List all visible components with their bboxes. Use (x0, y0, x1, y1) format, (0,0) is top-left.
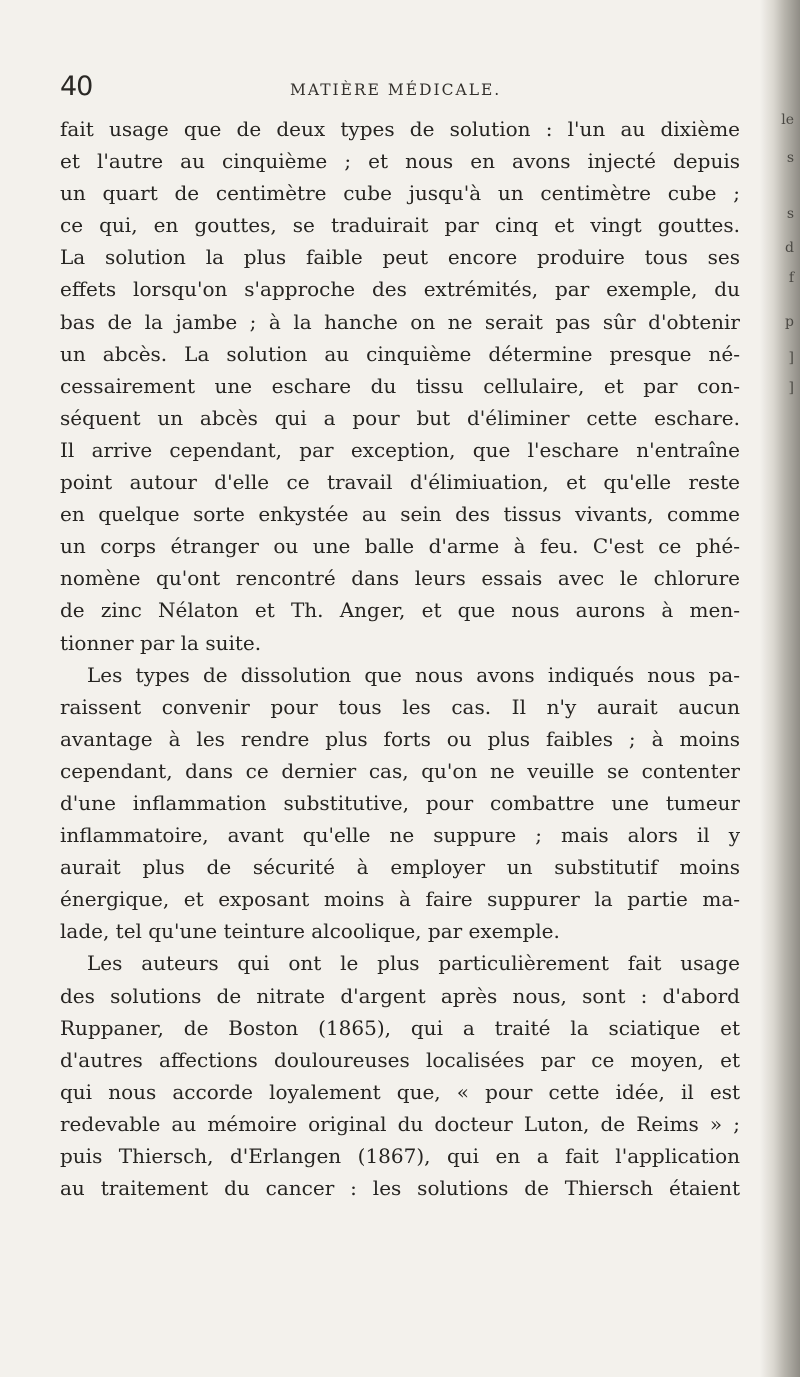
text-line: puis Thiersch, d'Erlangen (1867), qui en a fait l'application (60, 1144, 740, 1168)
text-line: Il arrive cependant, par exception, que l'eschare n'entraîne (60, 437, 740, 462)
text-line: Ruppaner, de Boston (1865), qui a traité la sciatique et (60, 1015, 740, 1040)
text-line: de zinc Nélaton et Th. Anger, et que nous aurons à men- (60, 598, 740, 623)
edge-fragment: p (785, 314, 794, 330)
text-line: La solution la plus faible peut encore produire tous ses (60, 245, 740, 270)
text-line: ce qui, en gouttes, se traduirait par cinq et vingt gouttes. (60, 213, 740, 238)
text-line: point autour d'elle ce travail d'élimiuation, et qu'elle reste (60, 470, 740, 495)
text-line: lade, tel qu'une teinture alcoolique, par exemple. (60, 919, 560, 944)
text-line: cependant, dans ce dernier cas, qu'on ne veuille se contenter (60, 758, 740, 783)
text-line: redevable au mémoire original du docteur Luton, de Reims » ; (60, 1111, 740, 1136)
body-text (60, 113, 740, 1204)
text-line: effets lorsqu'on s'approche des extrémités, par exemple, du (60, 277, 740, 302)
text-line: un corps étranger ou une balle d'arme à feu. C'est ce phé- (60, 534, 740, 559)
text-line: fait usage que de deux types de solution : l'un au dixième (60, 117, 740, 141)
edge-fragment: le (781, 112, 794, 128)
text-line: un quart de centimètre cube jusqu'à un centimètre cube ; (60, 181, 740, 206)
edge-fragment: f (788, 270, 794, 286)
page-header (60, 71, 740, 105)
edge-fragment: ] (788, 380, 794, 396)
text-line: Les auteurs qui ont le plus particulièrement fait usage (87, 951, 740, 976)
running-title: MATIÈRE MÉDICALE. (290, 81, 502, 99)
text-line: séquent un abcès qui a pour but d'éliminer cette eschare. (60, 405, 740, 430)
text-line: bas de la jambe ; à la hanche on ne serait pas sûr d'obtenir (60, 309, 740, 334)
text-line: nomène qu'ont rencontré dans leurs essais avec le chlorure (60, 566, 740, 591)
text-line: Les types de dissolution que nous avons indiqués nous pa- (87, 662, 740, 687)
text-line: raissent convenir pour tous les cas. Il n'y aurait aucun (60, 694, 740, 719)
text-line: avantage à les rendre plus forts ou plus faibles ; à moins (60, 726, 740, 751)
text-line: inflammatoire, avant qu'elle ne suppure ; mais alors il y (60, 823, 740, 848)
text-line: d'une inflammation substitutive, pour combattre une tumeur (60, 790, 740, 815)
text-line: au traitement du cancer : les solutions de Thiersch étaient (60, 1176, 740, 1201)
text-line: en quelque sorte enkystée au sein des tissus vivants, comme (60, 502, 740, 527)
text-line: tionner par la suite. (60, 630, 262, 655)
text-line: et l'autre au cinquième ; et nous en avons injecté depuis (60, 149, 740, 174)
text-line: des solutions de nitrate d'argent après nous, sont : d'abord (60, 983, 740, 1008)
text-line: cessairement une eschare du tissu cellulaire, et par con- (60, 373, 740, 398)
edge-fragment: ] (788, 350, 794, 366)
edge-fragment: s (786, 150, 794, 166)
text-line: énergique, et exposant moins à faire suppurer la partie ma- (60, 887, 740, 912)
edge-fragment: d (785, 240, 794, 256)
text-line: qui nous accorde loyalement que, « pour cette idée, il est (60, 1079, 740, 1104)
adjacent-page-edge (760, 0, 800, 1377)
text-line: aurait plus de sécurité à employer un substitutif moins (60, 855, 740, 880)
text-line: un abcès. La solution au cinquième détermine presque né- (60, 341, 740, 366)
page-number: 40 (60, 71, 93, 102)
edge-fragment: s (786, 206, 794, 222)
text-line: d'autres affections douloureuses localisées par ce moyen, et (60, 1047, 740, 1072)
